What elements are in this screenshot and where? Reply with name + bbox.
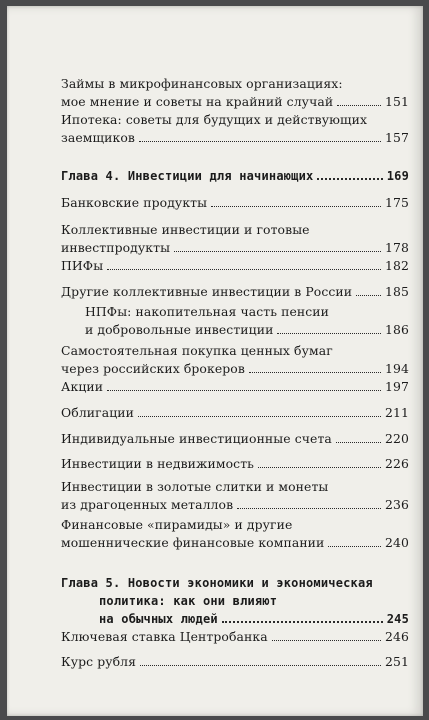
leader-dots — [272, 640, 381, 641]
toc-entry-title: Инвестиции в золотые слитки и монеты — [61, 479, 329, 494]
toc-page-number: 186 — [385, 322, 409, 337]
leader-dots — [211, 206, 381, 207]
toc-entry-title: Инвестиции в недвижимость — [61, 456, 255, 471]
toc-entry-mortgage[interactable] — [61, 111, 409, 147]
leader-dots — [317, 178, 382, 180]
toc-entry-title: Другие коллективные инвестиции в России — [61, 284, 353, 299]
toc-page-number: 194 — [385, 361, 409, 376]
toc-page-number: 226 — [385, 456, 409, 471]
toc-entry-iis[interactable] — [61, 430, 409, 448]
toc-page-number: 197 — [385, 379, 409, 394]
toc-entry-title: из драгоценных металлов — [61, 497, 234, 512]
toc-entry-title: и добровольные инвестиции — [85, 322, 274, 337]
toc-entry-pifs[interactable] — [61, 257, 409, 275]
leader-dots — [337, 105, 381, 106]
toc-entry-title: Самостоятельная покупка ценных бумаг — [61, 343, 333, 358]
toc-subentry-npf[interactable] — [61, 303, 409, 339]
toc-entry-pyramids[interactable] — [61, 516, 409, 552]
toc-entry-gold[interactable] — [61, 478, 409, 514]
toc-entry-title: Облигации — [61, 405, 135, 420]
toc-page-number: 251 — [385, 654, 409, 669]
toc-entry-title: мое мнение и советы на крайний случай — [61, 94, 334, 109]
toc-entry-title: Коллективные инвестиции и готовые — [61, 222, 310, 237]
leader-dots — [336, 442, 381, 443]
toc-page-number: 240 — [385, 535, 409, 550]
chapter-title: Глава 4. Инвестиции для начинающих — [61, 169, 314, 183]
leader-dots — [107, 390, 381, 391]
leader-dots — [222, 621, 383, 623]
toc-entry-title: Ключевая ставка Центробанка — [61, 629, 268, 644]
toc-entry-title: через российских брокеров — [61, 361, 245, 376]
leader-dots — [139, 141, 381, 142]
leader-dots — [249, 372, 381, 373]
leader-dots — [328, 546, 381, 547]
toc-page-number: 182 — [385, 258, 409, 273]
toc-page-number: 211 — [385, 405, 409, 420]
toc-page-number: 185 — [385, 284, 409, 299]
toc-entry-title: Курс рубля — [61, 654, 137, 669]
leader-dots — [277, 333, 381, 334]
toc-entry-title: заемщиков — [61, 130, 135, 145]
chapter-title: на обычных людей — [99, 612, 218, 626]
toc-entry-ruble-rate[interactable] — [61, 653, 409, 671]
toc-page-number: 236 — [385, 497, 409, 512]
toc-entry-title: Акции — [61, 379, 104, 394]
toc-entry-title: Индивидуальные инвестиционные счета — [61, 431, 332, 446]
toc-entry-title: мошеннические финансовые компании — [61, 535, 325, 550]
toc-entry-title: Банковские продукты — [61, 195, 208, 210]
leader-dots — [138, 416, 381, 417]
toc-page-number: 151 — [385, 94, 409, 109]
toc-page-number: 178 — [385, 240, 409, 255]
toc-entry-other-collective[interactable] — [61, 283, 409, 301]
toc-entry-real-estate[interactable] — [61, 455, 409, 473]
toc-page-number: 246 — [385, 629, 409, 644]
leader-dots — [174, 251, 381, 252]
leader-dots — [237, 508, 381, 509]
toc-page-number: 245 — [386, 612, 409, 626]
toc-entry-title: ПИФы — [61, 258, 104, 273]
toc-entry-stocks[interactable] — [61, 378, 409, 396]
toc-entry-title: Финансовые «пирамиды» и другие — [61, 517, 293, 532]
toc-chapter-4[interactable] — [61, 167, 409, 185]
toc-entry-title: Займы в микрофинансовых организациях: — [61, 76, 343, 91]
toc-entry-microfinance-loans[interactable] — [61, 75, 409, 111]
toc-entry-self-purchase[interactable] — [61, 342, 409, 378]
book-page — [7, 6, 423, 716]
toc-page-number: 220 — [385, 431, 409, 446]
leader-dots — [107, 269, 381, 270]
chapter-title: политика: как они влияют — [99, 594, 278, 608]
toc-page-number: 157 — [385, 130, 409, 145]
toc-entry-title: Ипотека: советы для будущих и действующих — [61, 112, 368, 127]
chapter-title: Глава 5. Новости экономики и экономическая — [61, 576, 373, 590]
toc-entry-bonds[interactable] — [61, 404, 409, 422]
toc-page-number: 175 — [385, 195, 409, 210]
leader-dots — [140, 665, 381, 666]
toc-entry-title: инвестпродукты — [61, 240, 171, 255]
toc-entry-title: НПФы: накопительная часть пенсии — [85, 304, 330, 319]
toc-entry-bank-products[interactable] — [61, 194, 409, 212]
toc-entry-key-rate[interactable] — [61, 628, 409, 646]
toc-page-number: 169 — [386, 169, 409, 183]
leader-dots — [356, 295, 381, 296]
toc-chapter-5[interactable] — [61, 574, 409, 628]
leader-dots — [258, 467, 381, 468]
toc-entry-collective-investments[interactable] — [61, 221, 409, 257]
